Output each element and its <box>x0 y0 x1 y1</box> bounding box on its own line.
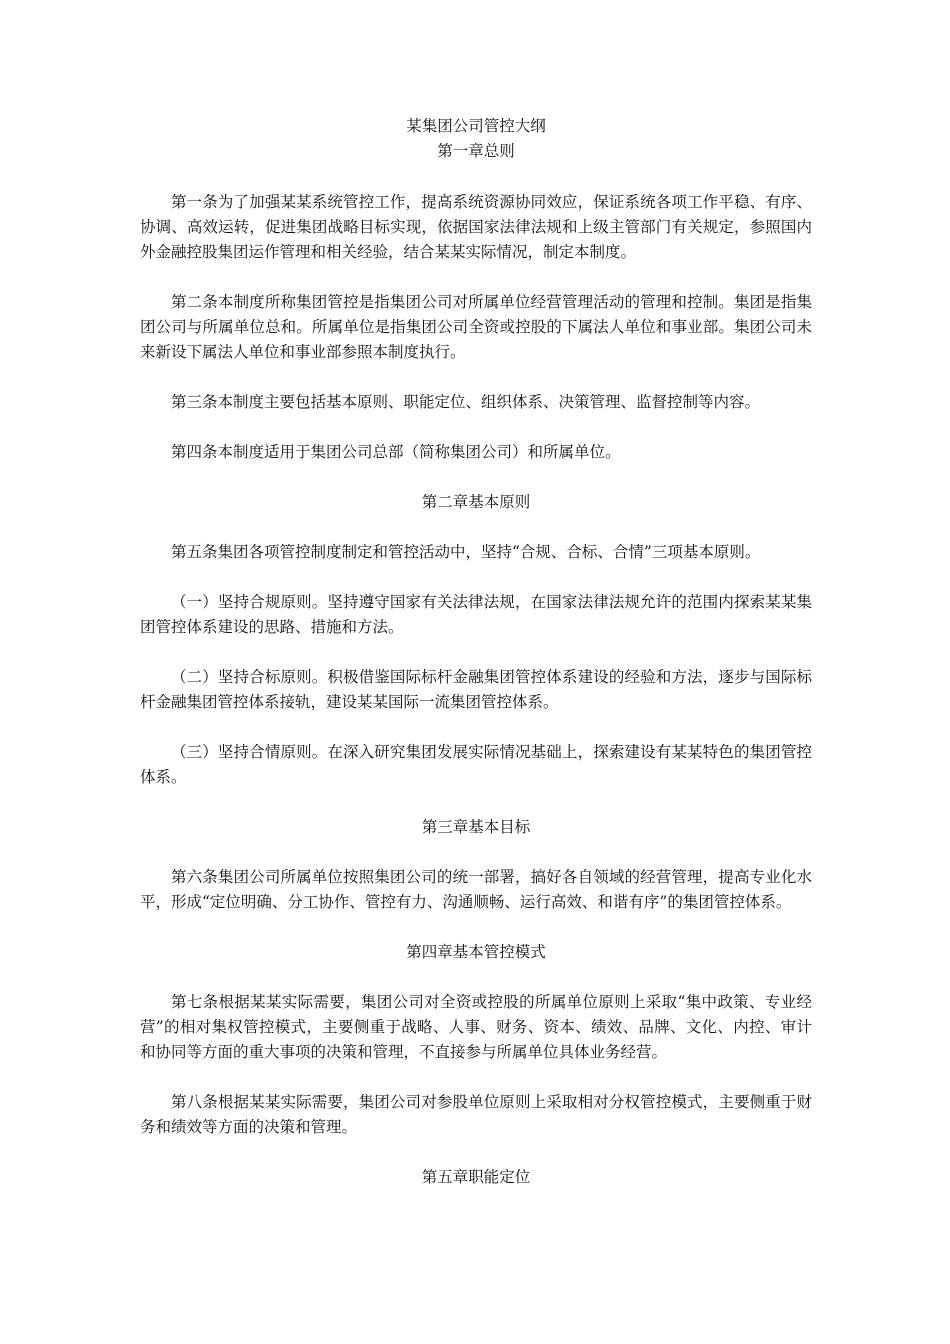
article-2: 第二条本制度所称集团管控是指集团公司对所属单位经营管理活动的管理和控制。集团是指集团公司与所属单位总和。所属单位是指集团公司全资或控股的下属法人单位和事业部。集团公司未来新设下属法人单位和事业部参照本制度执行。 <box>140 293 812 361</box>
article-1: 第一条为了加强某某系统管控工作，提高系统资源协同效应，保证系统各项工作平稳、有序、协调、高效运转，促进集团战略目标实现，依据国家法律法规和上级主管部门有关规定，参照国内外金融控股集团运作管理和相关经验，结合某某实际情况，制定本制度。 <box>140 193 812 261</box>
chapter-1-heading: 第一章总则 <box>437 142 515 160</box>
article-8: 第八条根据某某实际需要，集团公司对参股单位原则上采取相对分权管控模式，主要侧重于财务和绩效等方面的决策和管理。 <box>140 1093 812 1136</box>
article-3: 第三条本制度主要包括基本原则、职能定位、组织体系、决策管理、监督控制等内容。 <box>171 393 761 411</box>
article-7: 第七条根据某某实际需要，集团公司对全资或控股的所属单位原则上采取“集中政策、专业经营”的相对集权管控模式，主要侧重于战略、人事、财务、资本、绩效、品牌、文化、内控、审计和协同等方面的重大事项的决策和管理，不直接参与所属单位具体业务经营。 <box>140 993 812 1061</box>
chapter-3-heading: 第三章基本目标 <box>421 818 531 836</box>
principle-2: （二）坚持合标原则。积极借鉴国际标杆金融集团管控体系建设的经验和方法，逐步与国际标杆金融集团管控体系接轨，建设某某国际一流集团管控体系。 <box>140 668 812 711</box>
title-block <box>140 114 812 164</box>
article-6: 第六条集团公司所属单位按照集团公司的统一部署，搞好各自领域的经营管理，提高专业化水平，形成“定位明确、分工协作、管控有力、沟通顺畅、运行高效、和谐有序”的集团管控体系。 <box>140 868 812 911</box>
document-page <box>140 114 812 1215</box>
chapter-5-heading: 第五章职能定位 <box>421 1168 531 1186</box>
chapter-2-heading: 第二章基本原则 <box>421 493 531 511</box>
principle-1: （一）坚持合规原则。坚持遵守国家有关法律法规，在国家法律法规允许的范围内探索某某集团管控体系建设的思路、措施和方法。 <box>140 593 812 636</box>
document-title: 某集团公司管控大纲 <box>406 117 546 135</box>
chapter-4-heading: 第四章基本管控模式 <box>406 943 546 961</box>
article-5: 第五条集团各项管控制度制定和管控活动中，坚持“合规、合标、合情”三项基本原则。 <box>171 543 761 561</box>
principle-3: （三）坚持合情原则。在深入研究集团发展实际情况基础上，探索建设有某某特色的集团管控体系。 <box>140 743 812 786</box>
article-4: 第四条本制度适用于集团公司总部（简称集团公司）和所属单位。 <box>171 443 621 461</box>
